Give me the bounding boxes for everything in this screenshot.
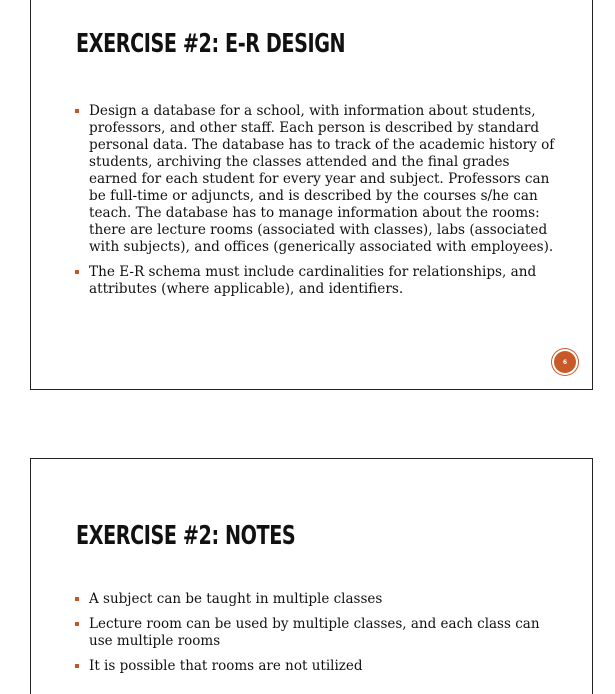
slide-title: EXERCISE #2: E-R DESIGN	[76, 29, 346, 59]
bullet-item	[75, 264, 555, 298]
bullet-square-icon	[75, 664, 79, 668]
bullet-list	[75, 103, 555, 306]
bullet-square-icon	[75, 622, 79, 626]
bullet-item	[75, 591, 555, 608]
slide-exercise-2-notes	[30, 458, 593, 694]
page-number-badge	[554, 351, 576, 373]
bullet-square-icon	[75, 597, 79, 601]
page-number: 6	[562, 358, 568, 366]
bullet-list	[75, 591, 555, 683]
bullet-text: Lecture room can be used by multiple classes, and each class can use multiple rooms	[89, 616, 540, 649]
bullet-text: Design a database for a school, with information about students, professors, and other staff. Each person is described by standard personal data. The database has to track of the academic history of students, archiving the classes attended and the final grades earned for each student for every year and subject. Professors can be full-time or adjuncts, and is described by the courses s/he can teach. The database has to manage information about the rooms: there are lecture rooms (associated with classes), labs (associated with subjects), and offices (generically associated with employees).	[89, 103, 555, 255]
slide-title: EXERCISE #2: NOTES	[76, 521, 296, 551]
bullet-text: The E-R schema must include cardinalities for relationships, and attributes (where applicable), and identifiers.	[89, 264, 537, 297]
bullet-item	[75, 103, 555, 256]
bullet-square-icon	[75, 270, 79, 274]
bullet-item	[75, 616, 555, 650]
bullet-text: It is possible that rooms are not utilized	[89, 658, 363, 674]
bullet-item	[75, 658, 555, 675]
slide-exercise-2-er-design	[30, 0, 593, 390]
bullet-square-icon	[75, 109, 79, 113]
bullet-text: A subject can be taught in multiple classes	[89, 591, 383, 607]
